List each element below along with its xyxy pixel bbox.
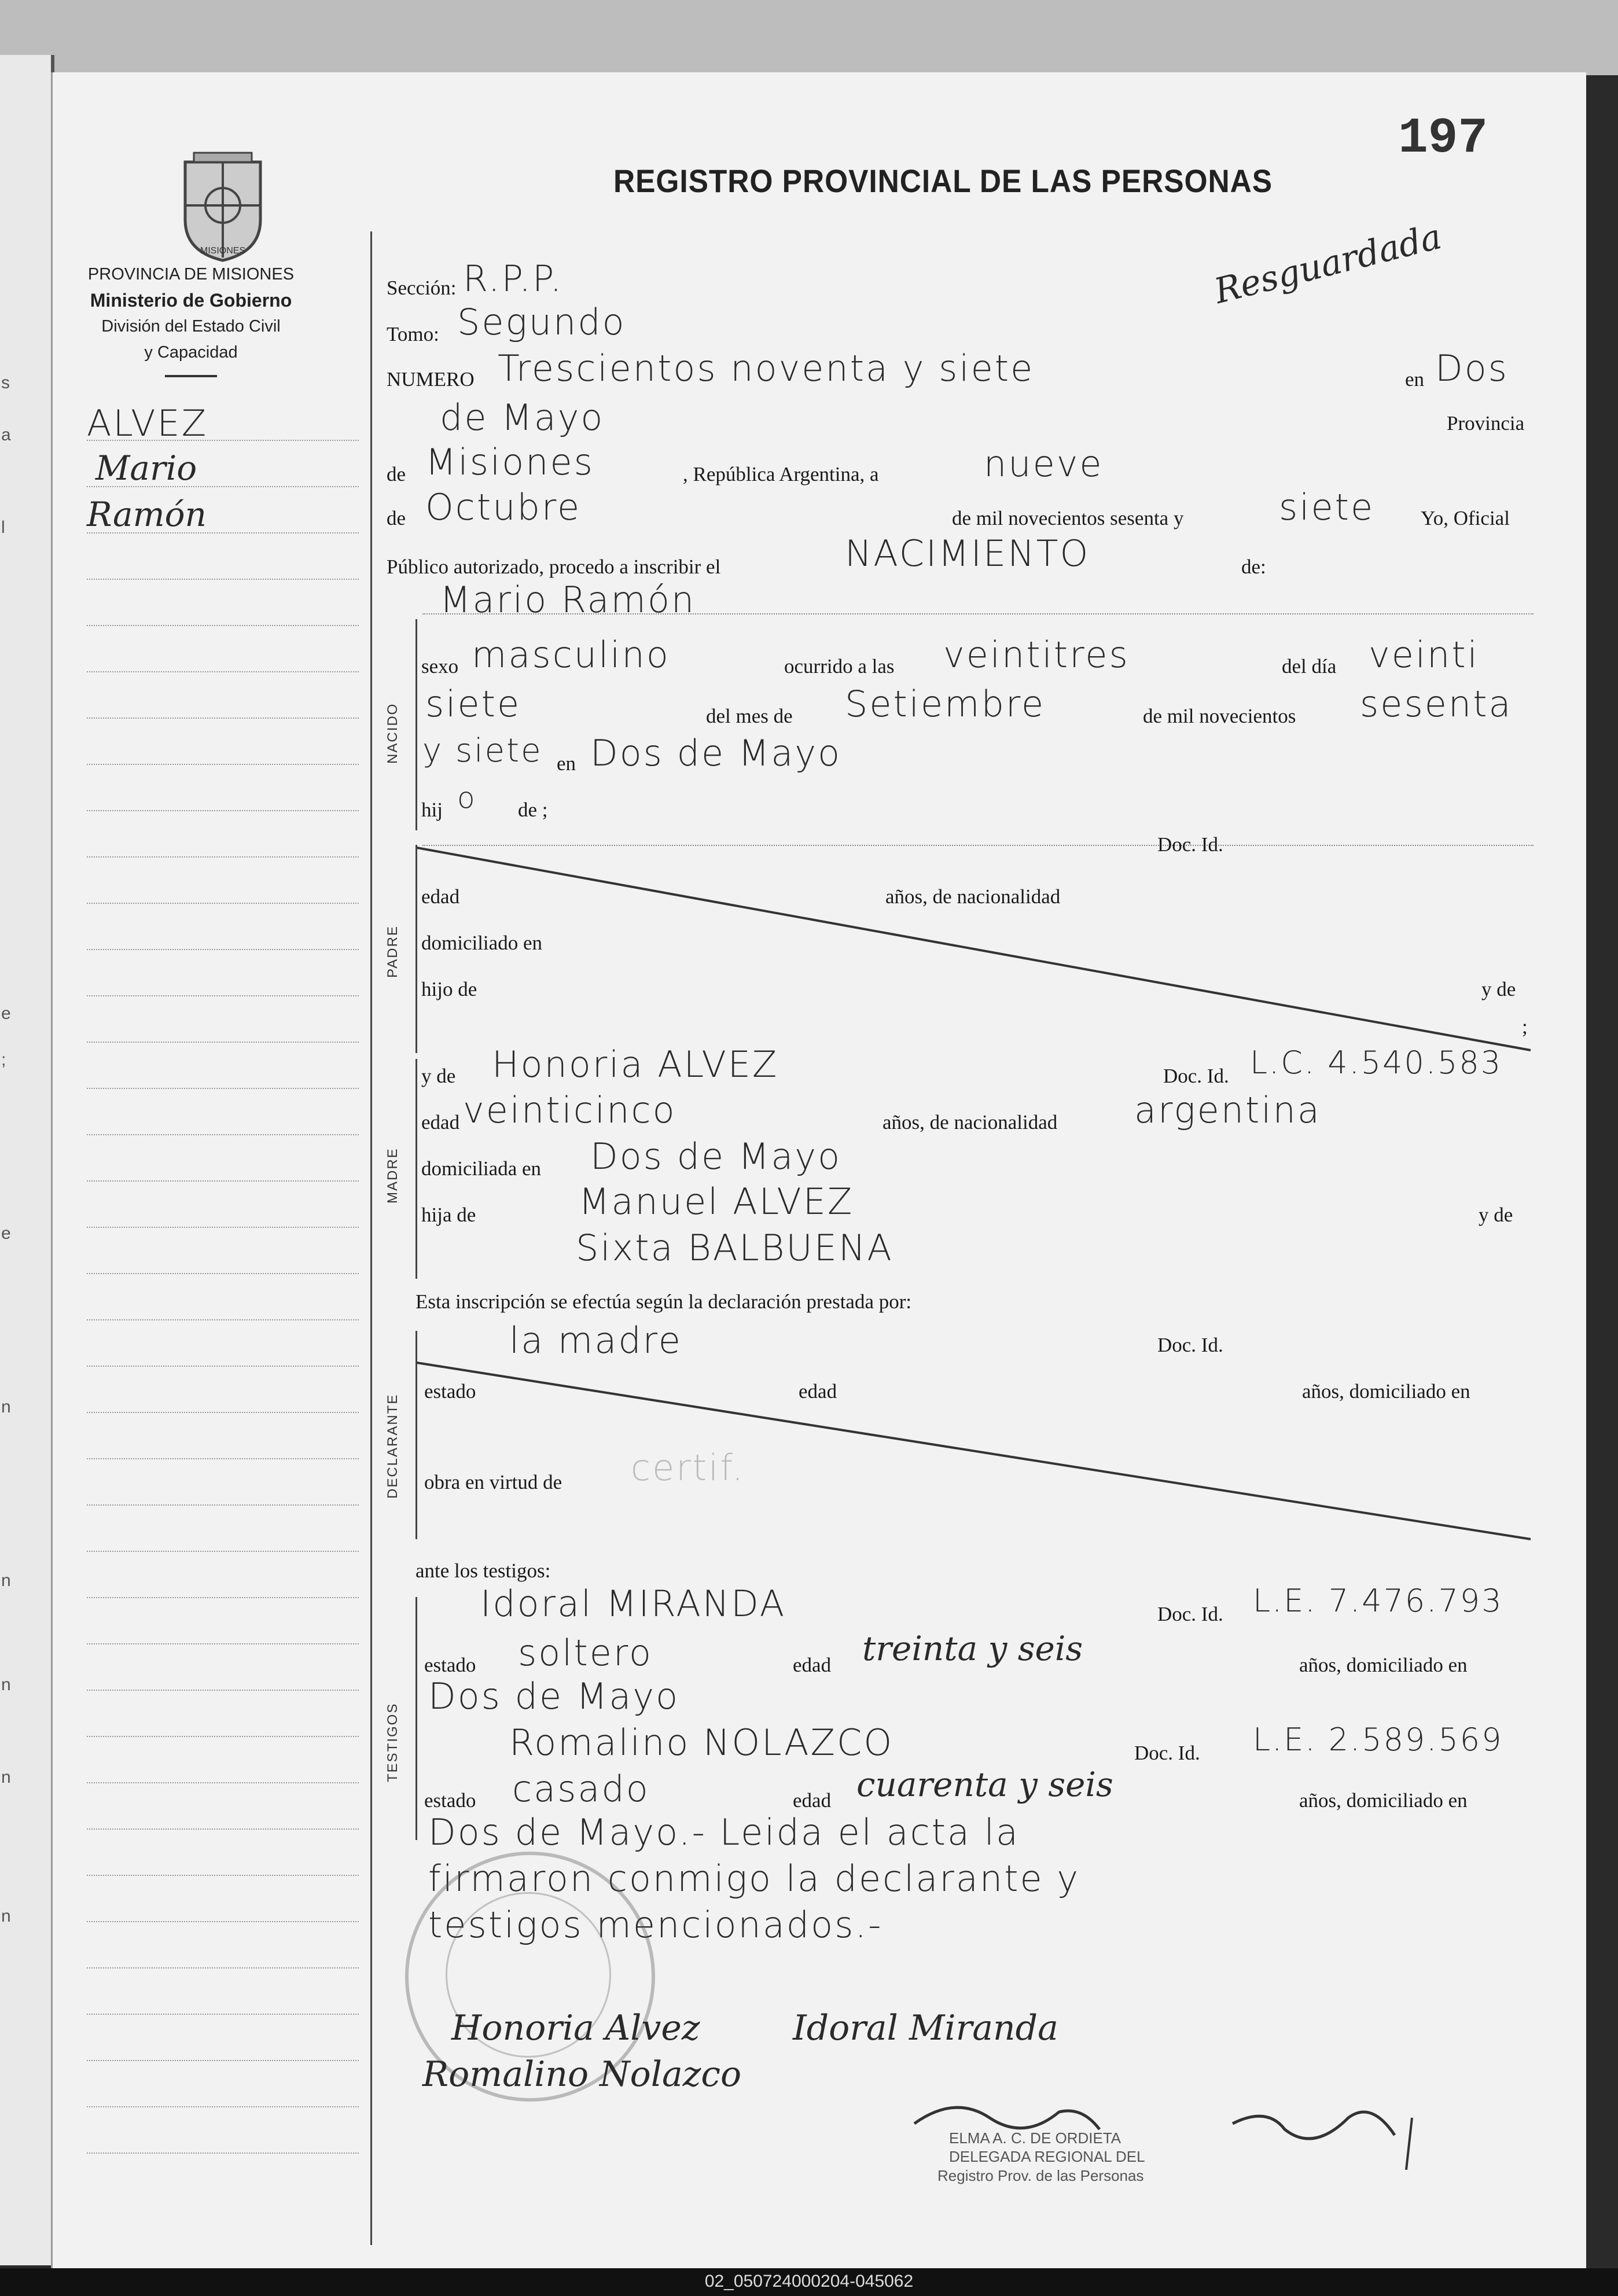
background-top bbox=[0, 0, 1618, 75]
margin-rule bbox=[87, 995, 359, 996]
label-semicolon: ; bbox=[1522, 1015, 1528, 1038]
label-de-colon: de: bbox=[1241, 555, 1266, 578]
signature-mother: Honoria Alvez bbox=[451, 2008, 700, 2048]
side-label-declarante: DECLARANTE bbox=[385, 1393, 400, 1499]
margin-rule bbox=[87, 1319, 359, 1320]
section-bracket bbox=[415, 1597, 417, 1840]
value-en: Dos bbox=[1435, 347, 1509, 389]
value-witness-2-state: casado bbox=[512, 1768, 650, 1810]
margin-rule bbox=[87, 1597, 359, 1598]
margin-rule bbox=[87, 764, 359, 765]
page-number: 197 bbox=[1398, 110, 1488, 167]
margin-rule bbox=[87, 1088, 359, 1089]
margin-rule bbox=[87, 1921, 359, 1922]
label-republica: , República Argentina, a bbox=[683, 463, 879, 485]
label-en: en bbox=[1405, 368, 1425, 391]
label-edad-3: edad bbox=[799, 1380, 837, 1403]
margin-rule bbox=[87, 1366, 359, 1367]
label-de-2: de bbox=[387, 507, 406, 529]
label-ocurrido: ocurrido a las bbox=[784, 655, 895, 678]
margin-rule bbox=[87, 2152, 359, 2154]
margin-rule bbox=[87, 949, 359, 950]
label-hij: hij bbox=[421, 799, 443, 821]
section-bracket bbox=[415, 619, 417, 830]
label-provincia: Provincia bbox=[1447, 412, 1525, 435]
label-obra: obra en virtud de bbox=[424, 1471, 562, 1493]
value-numero: Trescientos noventa y siete bbox=[498, 347, 1035, 389]
cross-out-line bbox=[417, 845, 1534, 1059]
label-edad-2: edad bbox=[421, 1111, 460, 1134]
value-child-name: Mario Ramón bbox=[440, 579, 696, 621]
label-edad: edad bbox=[421, 885, 460, 908]
closing-line-1: Dos de Mayo.- Leida el acta la bbox=[428, 1811, 1020, 1853]
left-page-edge: s a l e ; e n n n n n bbox=[0, 55, 54, 2265]
label-edad-5: edad bbox=[793, 1789, 832, 1812]
value-place: de Mayo bbox=[440, 396, 605, 439]
side-label-madre: MADRE bbox=[385, 1147, 400, 1204]
value-birth-year: sesenta bbox=[1360, 683, 1513, 725]
label-ante-testigos: ante los testigos: bbox=[415, 1559, 551, 1582]
value-act: NACIMIENTO bbox=[845, 532, 1090, 575]
label-numero: NUMERO bbox=[387, 368, 475, 391]
value-obra: certif. bbox=[631, 1447, 745, 1489]
margin-note-name: Mario bbox=[95, 448, 197, 488]
value-witness-1-doc: L.E. 7.476.793 bbox=[1253, 1583, 1503, 1619]
label-doc-id: Doc. Id. bbox=[1157, 833, 1223, 856]
value-birth-month: Setiembre bbox=[845, 683, 1046, 725]
value-mother-nationality: argentina bbox=[1134, 1089, 1321, 1131]
official-stamp-line-1: ELMA A. C. DE ORDIETA bbox=[949, 2129, 1121, 2147]
margin-rule bbox=[87, 2060, 359, 2061]
value-day: nueve bbox=[984, 443, 1104, 485]
value-tomo: Segundo bbox=[457, 301, 626, 343]
value-province: Misiones bbox=[425, 441, 594, 483]
margin-rule bbox=[87, 1504, 359, 1506]
margin-rule bbox=[87, 1458, 359, 1459]
value-witness-1: Idoral MIRANDA bbox=[480, 1583, 786, 1625]
label-estado-3: estado bbox=[424, 1789, 476, 1812]
margin-rule bbox=[87, 532, 359, 533]
closing-line-3: testigos mencionados.- bbox=[428, 1904, 883, 1946]
margin-note-surname: ALVEZ bbox=[87, 402, 208, 444]
label-doc-id-3: Doc. Id. bbox=[1157, 1334, 1223, 1356]
label-de-mil: de mil novecientos bbox=[1143, 705, 1296, 727]
value-grandfather: Manuel ALVEZ bbox=[579, 1180, 854, 1223]
authority-division-2: y Capacidad bbox=[144, 343, 238, 362]
side-label-nacido: NACIDO bbox=[385, 702, 400, 764]
value-month: Octubre bbox=[425, 486, 582, 528]
label-y-de-2: y de bbox=[421, 1065, 456, 1087]
label-sexo: sexo bbox=[421, 655, 459, 678]
document-title: REGISTRO PROVINCIAL DE LAS PERSONAS bbox=[613, 163, 1273, 199]
label-doc-id-4: Doc. Id. bbox=[1157, 1603, 1223, 1625]
cross-out-line bbox=[417, 1360, 1534, 1545]
margin-rule bbox=[87, 1412, 359, 1413]
authority-division: División del Estado Civil bbox=[101, 317, 281, 336]
annotation-note: Resguardada bbox=[1210, 216, 1446, 312]
label-publico: Público autorizado, procedo a inscribir el bbox=[387, 555, 721, 578]
coat-of-arms-icon bbox=[174, 150, 272, 266]
label-y-de: y de bbox=[1481, 978, 1516, 1000]
seal-text: MISIONES bbox=[200, 246, 246, 256]
margin-rule bbox=[87, 625, 359, 626]
label-tomo: Tomo: bbox=[387, 323, 439, 345]
side-label-padre: PADRE bbox=[385, 925, 400, 978]
label-anos-nacionalidad: años, de nacionalidad bbox=[885, 885, 1061, 908]
label-del-dia: del día bbox=[1282, 655, 1337, 678]
margin-rule bbox=[87, 1690, 359, 1691]
margin-rule bbox=[87, 2106, 359, 2107]
margin-rule bbox=[87, 1875, 359, 1876]
side-label-testigos: TESTIGOS bbox=[385, 1702, 400, 1782]
margin-note-name-2: Ramón bbox=[87, 495, 207, 534]
value-mother-address: Dos de Mayo bbox=[590, 1135, 842, 1178]
value-mother-name: Honoria ALVEZ bbox=[492, 1043, 779, 1086]
label-domiciliado: domiciliado en bbox=[421, 932, 542, 954]
label-de-semi: de ; bbox=[518, 799, 548, 821]
margin-rule bbox=[87, 579, 359, 580]
value-sex: masculino bbox=[472, 634, 670, 676]
official-stamp-line-2: DELEGADA REGIONAL DEL bbox=[949, 2148, 1145, 2165]
margin-rule bbox=[87, 486, 359, 487]
label-de: de bbox=[387, 463, 406, 485]
label-hija-de: hija de bbox=[421, 1204, 476, 1226]
value-witness-2: Romalino NOLAZCO bbox=[509, 1721, 894, 1764]
issuing-authority bbox=[75, 262, 307, 377]
label-esta-inscripcion: Esta inscripción se efectúa según la declaración prestada por: bbox=[415, 1290, 912, 1313]
section-bracket bbox=[415, 1059, 417, 1279]
value-mother-doc: L.C. 4.540.583 bbox=[1250, 1044, 1503, 1081]
label-estado-2: estado bbox=[424, 1654, 476, 1676]
authority-province: PROVINCIA DE MISIONES bbox=[87, 265, 295, 284]
value-birth-year-2: y siete bbox=[422, 732, 543, 770]
margin-rule bbox=[87, 1828, 359, 1830]
margin-rule bbox=[87, 1782, 359, 1783]
label-en-lugar: en bbox=[557, 752, 576, 775]
label-mil-novecientos: de mil novecientos sesenta y bbox=[952, 507, 1184, 529]
value-witness-1-age: treinta y seis bbox=[862, 1629, 1083, 1668]
label-yo-oficial: Yo, Oficial bbox=[1421, 507, 1510, 529]
label-del-mes: del mes de bbox=[706, 705, 793, 727]
margin-divider bbox=[370, 231, 372, 2245]
margin-rule bbox=[87, 1273, 359, 1274]
value-mother-age: veinticinco bbox=[463, 1089, 676, 1131]
authority-ministry: Ministerio de Gobierno bbox=[90, 290, 292, 311]
label-anos-nacionalidad-2: años, de nacionalidad bbox=[882, 1111, 1058, 1134]
label-domiciliada: domiciliada en bbox=[421, 1157, 542, 1180]
margin-rule bbox=[87, 1736, 359, 1737]
official-stamp-line-3: Registro Prov. de las Personas bbox=[937, 2167, 1144, 2184]
value-grandmother: Sixta BALBUENA bbox=[576, 1227, 893, 1269]
closing-line-2: firmaron conmigo la declarante y bbox=[428, 1857, 1080, 1900]
margin-rule bbox=[87, 1180, 359, 1182]
margin-rule bbox=[87, 1967, 359, 1968]
margin-rule bbox=[87, 856, 359, 858]
margin-rule bbox=[87, 1134, 359, 1135]
value-birth-day-2: siete bbox=[425, 683, 521, 725]
margin-rule bbox=[87, 1551, 359, 1552]
label-doc-id-2: Doc. Id. bbox=[1163, 1065, 1229, 1087]
margin-rule bbox=[87, 440, 359, 441]
value-witness-2-age: cuarenta y seis bbox=[856, 1765, 1113, 1804]
divider bbox=[165, 375, 217, 377]
margin-rule bbox=[87, 1042, 359, 1043]
margin-rule bbox=[87, 903, 359, 904]
margin-rule bbox=[87, 718, 359, 719]
footer-bar bbox=[0, 2268, 1618, 2296]
label-y-de-3: y de bbox=[1479, 1204, 1513, 1226]
footer-id: 02_050724000204-045062 bbox=[704, 2272, 914, 2291]
signature-witness-1: Idoral Miranda bbox=[793, 2008, 1058, 2048]
label-anos-domiciliado-3: años, domiciliado en bbox=[1299, 1789, 1468, 1812]
margin-rule bbox=[87, 810, 359, 811]
label-anos-domiciliado: años, domiciliado en bbox=[1302, 1380, 1470, 1403]
value-witness-2-doc: L.E. 2.589.569 bbox=[1253, 1721, 1503, 1758]
value-seccion: R.P.P. bbox=[463, 257, 564, 300]
value-birth-place: Dos de Mayo bbox=[590, 732, 842, 774]
label-estado: estado bbox=[424, 1380, 476, 1403]
label-anos-domiciliado-2: años, domiciliado en bbox=[1299, 1654, 1468, 1676]
value-year: siete bbox=[1279, 486, 1375, 528]
value-witness-1-state: soltero bbox=[518, 1632, 653, 1674]
label-edad-4: edad bbox=[793, 1654, 832, 1676]
margin-rule bbox=[87, 2014, 359, 2015]
label-doc-id-5: Doc. Id. bbox=[1134, 1742, 1200, 1764]
signature-witness-2: Romalino Nolazco bbox=[422, 2054, 742, 2095]
value-declarant: la madre bbox=[509, 1319, 682, 1362]
value-hour: veintitres bbox=[943, 634, 1130, 676]
value-witness-1-address: Dos de Mayo bbox=[428, 1675, 680, 1717]
label-seccion: Sección: bbox=[387, 277, 457, 299]
value-hij-suffix: o bbox=[457, 781, 477, 815]
margin-rule bbox=[87, 1643, 359, 1644]
label-hijo-de: hijo de bbox=[421, 978, 477, 1000]
margin-rule bbox=[87, 671, 359, 672]
value-birth-day: veinti bbox=[1369, 634, 1479, 676]
margin-rule bbox=[87, 1227, 359, 1228]
